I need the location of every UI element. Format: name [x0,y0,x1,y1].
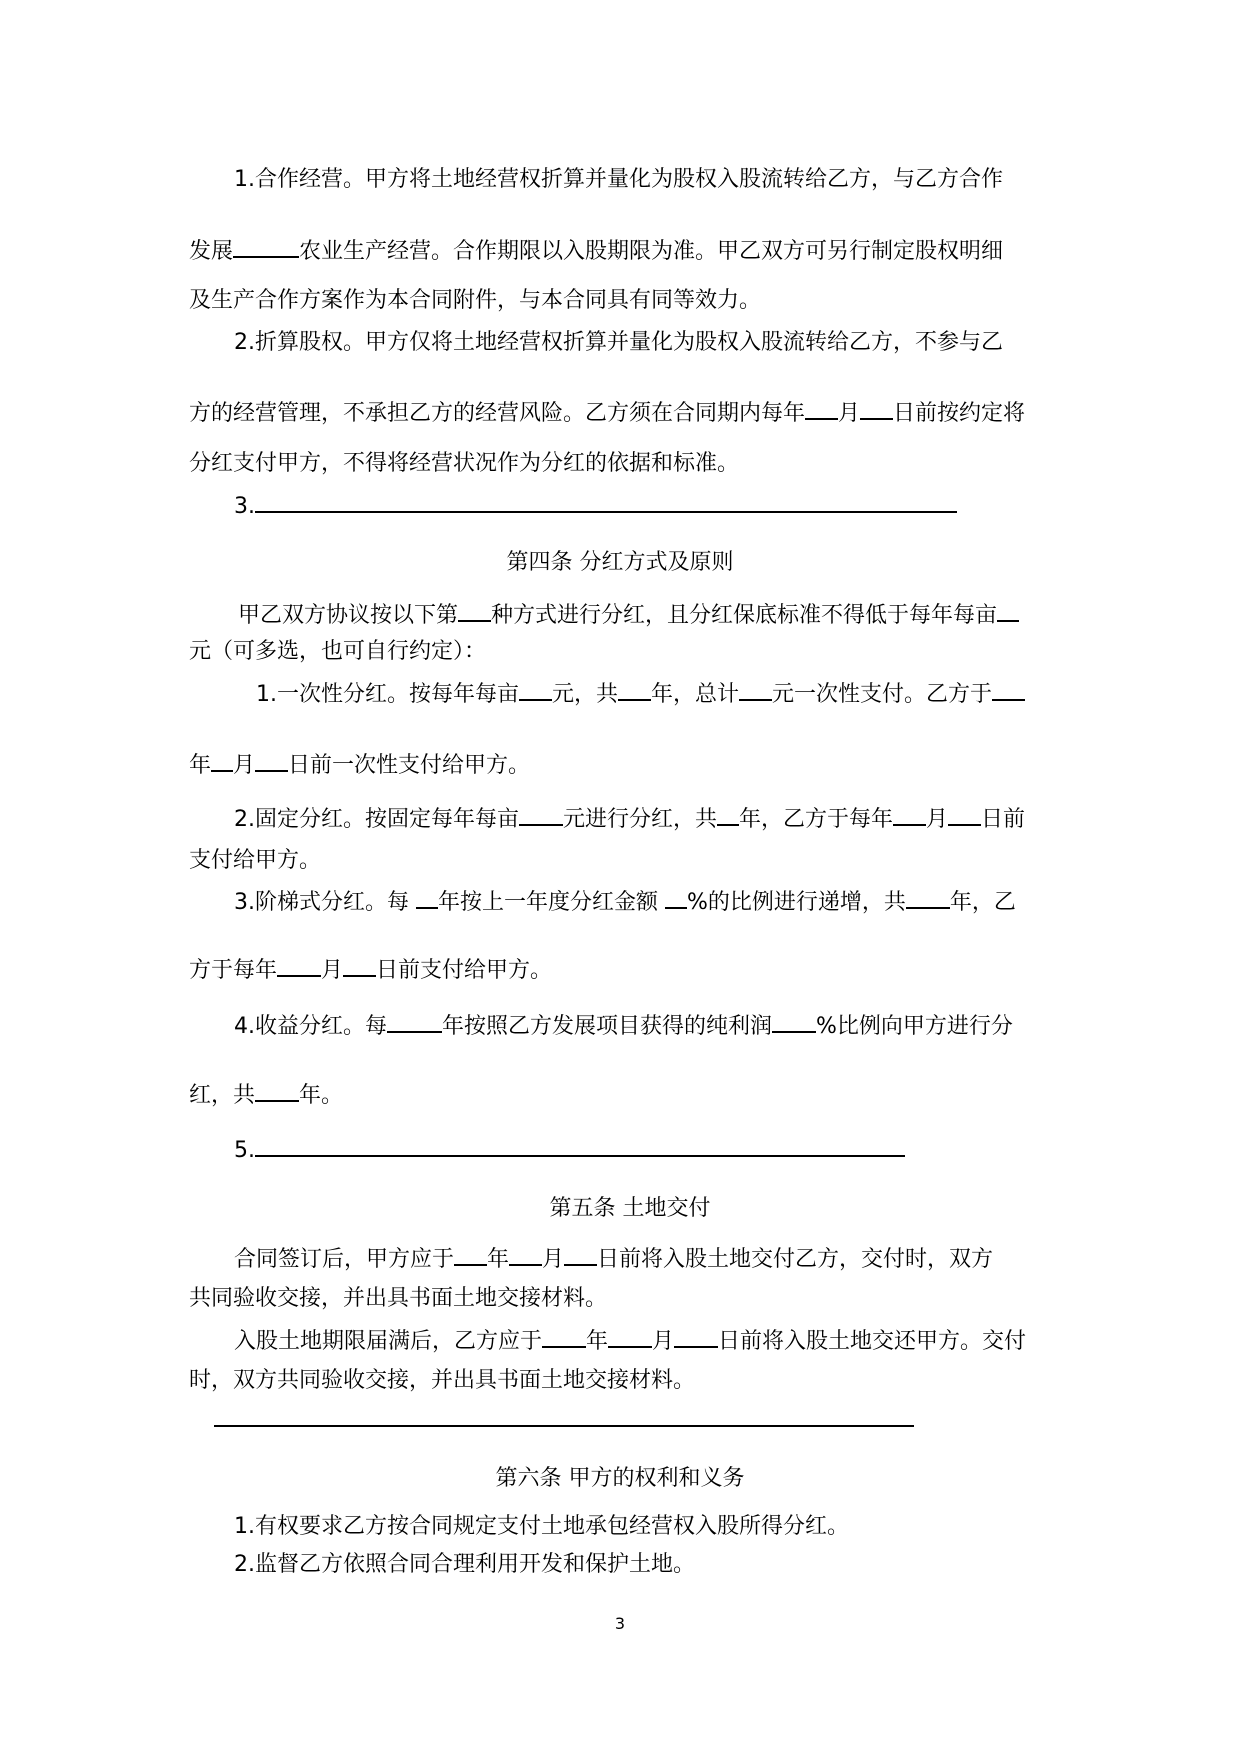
paragraph-line: 方的经营管理，不承担乙方的经营风险。乙方须在合同期内每年 月 日前按约定将 [189,398,1025,426]
paragraph-line: 红，共 年。 [189,1080,343,1108]
paragraph-line: 方于每年 月 日前支付给甲方。 [189,955,552,983]
fill-in-blank [454,1244,487,1266]
paragraph-line: 1.一次性分红。按每年每亩 元，共 年，总计 元一次性支付。乙方于 [256,679,1025,707]
item-5-blank [234,1135,905,1163]
fill-in-line [255,1135,905,1157]
fill-in-blank [860,398,893,420]
paragraph-line: 1.合作经营。甲方将土地经营权折算并量化为股权入股流转给乙方，与乙方合作 [234,167,1003,192]
fill-in-blank [277,955,321,977]
paragraph-line: 发展 农业生产经营。合作期限以入股期限为准。甲乙双方可另行制定股权明细 [189,236,1003,264]
fill-in-blank [992,679,1025,701]
fill-in-blank [255,750,288,772]
fill-in-blank [805,398,838,420]
paragraph-line: 1.有权要求乙方按合同规定支付土地承包经营权入股所得分红。 [234,1514,849,1539]
paragraph-line: 共同验收交接，并出具书面土地交接材料。 [189,1286,608,1311]
item-number: 5. [234,1138,255,1163]
section-heading-6: 第六条 甲方的权利和义务 [495,1466,745,1491]
fill-in-line [255,491,957,513]
fill-in-blank [608,1326,652,1348]
fill-in-blank [519,679,552,701]
fill-in-blank [343,955,376,977]
fill-in-blank [211,750,233,772]
paragraph-line: 元（可多选，也可自行约定）： [189,639,487,664]
fill-in-blank [997,600,1019,622]
fill-in-blank [416,887,438,909]
section-heading-5: 第五条 土地交付 [549,1196,711,1221]
paragraph-line: 年 月 日前一次性支付给甲方。 [189,750,530,778]
fill-in-blank [509,1244,542,1266]
fill-in-blank [233,236,299,258]
fill-in-blank [674,1326,718,1348]
fill-in-blank [618,679,651,701]
paragraph-line: 2.折算股权。甲方仅将土地经营权折算并量化为股权入股流转给乙方，不参与乙 [234,330,1003,355]
item-number: 3. [234,494,255,519]
paragraph-line: 3.阶梯式分红。每 年按上一年度分红金额 %的比例进行递增，共 年，乙 [234,887,1016,915]
fill-in-blank [564,1244,597,1266]
fill-in-blank [948,804,981,826]
fill-in-blank [665,887,687,909]
fill-in-blank [255,1080,299,1102]
paragraph-line: 支付给甲方。 [189,848,322,873]
item-3-blank [234,491,957,519]
fill-in-blank [893,804,926,826]
fill-in-blank [717,804,739,826]
paragraph-line: 4.收益分红。每 年按照乙方发展项目获得的纯利润 %比例向甲方进行分 [234,1011,1013,1039]
paragraph-line: 合同签订后，甲方应于 年 月 日前将入股土地交付乙方，交付时，双方 [234,1244,993,1272]
fill-in-blank [519,804,563,826]
paragraph-line: 及生产合作方案作为本合同附件，与本合同具有同等效力。 [189,288,762,313]
fill-in-blank [739,679,772,701]
paragraph-line: 甲乙双方协议按以下第 种方式进行分红，且分红保底标准不得低于每年每亩 [238,600,1019,628]
paragraph-line: 时，双方共同验收交接，并出具书面土地交接材料。 [189,1368,696,1393]
fill-in-blank [458,600,491,622]
section-heading-4: 第四条 分红方式及原则 [506,550,734,575]
fill-in-blank [387,1011,442,1033]
fill-in-blank [542,1326,586,1348]
paragraph-line: 2.固定分红。按固定每年每亩 元进行分红，共 年，乙方于每年 月 日前 [234,804,1025,832]
page-number: 3 [614,1614,626,1633]
fill-in-blank [772,1011,816,1033]
fill-in-blank [906,887,950,909]
separator-line [214,1425,914,1427]
paragraph-line: 2.监督乙方依照合同合理利用开发和保护土地。 [234,1552,695,1577]
paragraph-line: 入股土地期限届满后，乙方应于 年 月 日前将入股土地交还甲方。交付 [234,1326,1026,1354]
paragraph-line: 分红支付甲方，不得将经营状况作为分红的依据和标准。 [189,451,740,476]
